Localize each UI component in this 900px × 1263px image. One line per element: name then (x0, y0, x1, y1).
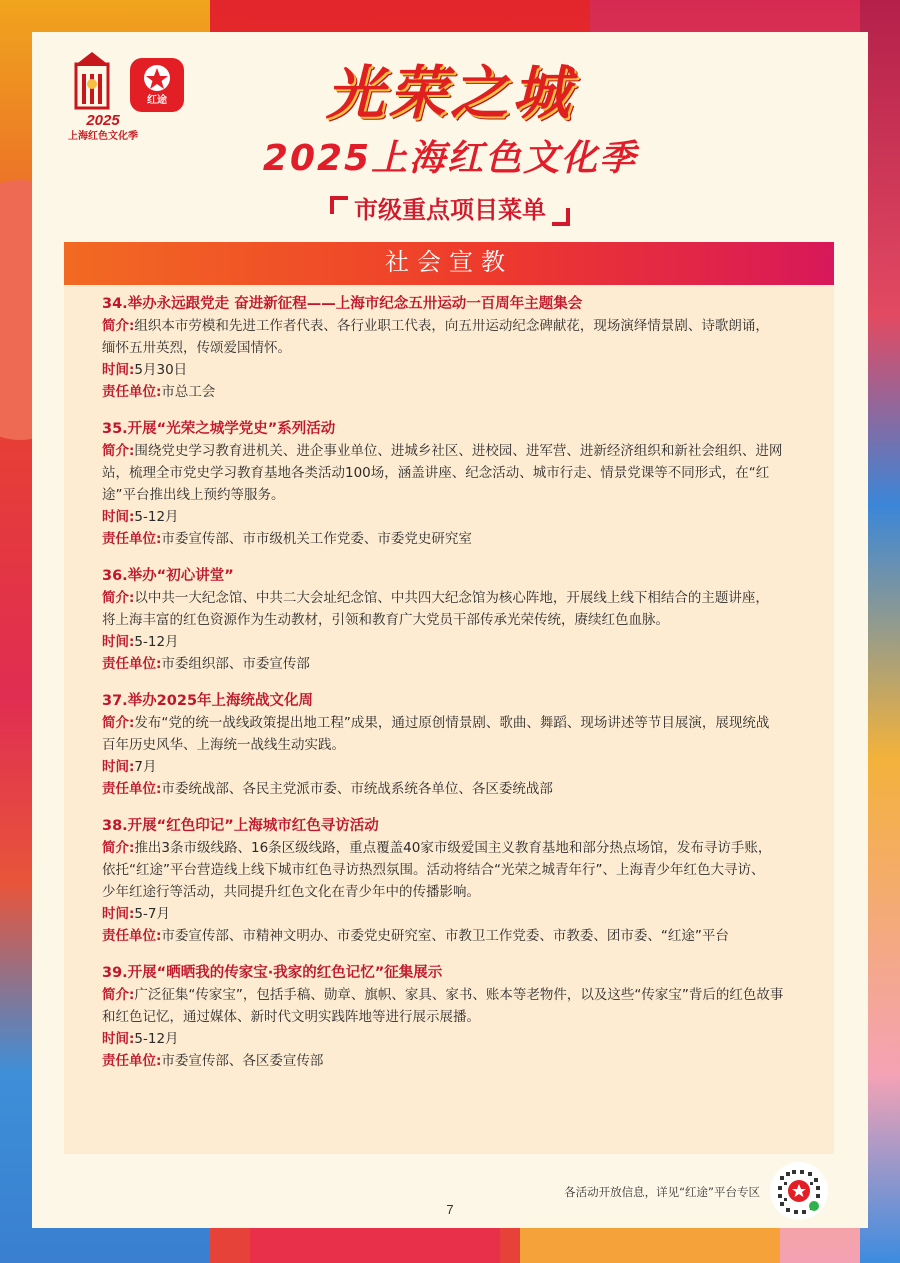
unit-value: 市委宣传部、市市级机关工作党委、市委党史研究室 (161, 531, 472, 547)
section-social-education (64, 242, 834, 1154)
item-intro (102, 587, 802, 609)
page-title: 2025上海红色文化季 (262, 138, 638, 179)
item-unit (102, 653, 802, 675)
time-value: 5-12月 (134, 509, 179, 525)
intro-text: 组织本市劳模和先进工作者代表、各行业职工代表，向五卅运动纪念碑献花，现场演绎情景剧、诗歌朗诵， (134, 318, 769, 334)
item-intro (102, 984, 802, 1006)
time-label: 时间: (102, 906, 135, 922)
footer-note: 各活动开放信息，详见“红途”平台专区 (564, 1185, 760, 1199)
intro-text: 推出3条市级线路、16条区级线路，重点覆盖40家市级爱国主义教育基地和部分热点场馆，发布寻访手账， (134, 840, 772, 856)
content-panel (32, 32, 868, 1228)
item-intro-continued: 将上海丰富的红色资源作为生动教材，引领和教育广大党员干部传承光荣传统，赓续红色血脉。 (102, 612, 669, 628)
unit-value: 市总工会 (161, 384, 216, 400)
item-intro-continued: 依托“红途”平台营造线上线下城市红色寻访热烈氛围。活动将结合“光荣之城青年行”、上海青少年红色大寻访、 (102, 862, 765, 878)
item-intro-continued: 少年红途行等活动，共同提升红色文化在青少年中的传播影响。 (102, 884, 480, 900)
time-label: 时间: (102, 362, 135, 378)
list-item (102, 418, 802, 550)
item-intro (102, 440, 802, 462)
item-title: 38.开展“红色印记”上海城市红色寻访活动 (102, 818, 379, 834)
list-item (102, 565, 802, 675)
item-intro-continued: 站，梳理全市党史学习教育基地各类活动100场，涵盖讲座、纪念活动、城市行走、情景党课等不同形式，在“红 (102, 465, 770, 481)
list-item (102, 962, 802, 1072)
item-intro-continued: 缅怀五卅英烈，传颂爱国情怀。 (102, 340, 291, 356)
time-value: 5-7月 (134, 906, 170, 922)
unit-value: 市委宣传部、各区委宣传部 (161, 1053, 324, 1069)
intro-text: 以中共一大纪念馆、中共二大会址纪念馆、中共四大纪念馆为核心阵地，开展线上线下相结合的主题讲座， (134, 590, 769, 606)
item-list (64, 285, 834, 1072)
time-label: 时间: (102, 1031, 135, 1047)
logo-year: 2025 (86, 112, 120, 129)
item-intro-continued: 途”平台推出线上预约等服务。 (102, 487, 285, 503)
time-value: 7月 (134, 759, 157, 775)
unit-value: 市委统战部、各民主党派市委、市统战系统各单位、各区委统战部 (161, 781, 553, 797)
item-unit (102, 925, 802, 947)
item-time (102, 756, 802, 778)
time-label: 时间: (102, 759, 135, 775)
item-title: 36.举办“初心讲堂” (102, 568, 234, 584)
item-intro-continued: 和红色记忆，通过媒体、新时代文明实践阵地等进行展示展播。 (102, 1009, 480, 1025)
item-unit (102, 1050, 802, 1072)
item-intro (102, 315, 802, 337)
script-title: 光荣之城 (325, 59, 574, 127)
item-intro (102, 712, 802, 734)
page-number: 7 (446, 1202, 454, 1217)
time-value: 5-12月 (134, 634, 179, 650)
bracket-right-icon (552, 208, 570, 226)
unit-label: 责任单位: (102, 384, 162, 400)
time-label: 时间: (102, 509, 135, 525)
page-subtitle (32, 190, 868, 225)
unit-label: 责任单位: (102, 781, 162, 797)
time-value: 5月30日 (134, 362, 188, 378)
intro-label: 简介: (102, 987, 135, 1003)
intro-text: 广泛征集“传家宝”，包括手稿、勋章、旗帜、家具、家书、账本等老物件，以及这些“传家宝”背后的红色故事 (134, 987, 784, 1003)
item-title: 34.举办永远跟党走 奋进新征程——上海市纪念五卅运动一百周年主题集会 (102, 296, 583, 312)
item-time (102, 903, 802, 925)
item-title: 35.开展“光荣之城学党史”系列活动 (102, 421, 336, 437)
intro-text: 发布“党的统一战线政策提出地工程”成果，通过原创情景剧、歌曲、舞蹈、现场讲述等节目展演，展现统战 (134, 715, 770, 731)
item-time (102, 1028, 802, 1050)
item-title: 39.开展“晒晒我的传家宝·我家的红色记忆”征集展示 (102, 965, 443, 981)
app-icon-label: 红途 (147, 95, 167, 106)
item-time (102, 506, 802, 528)
intro-label: 简介: (102, 840, 135, 856)
item-unit (102, 381, 802, 403)
unit-value: 市委组织部、市委宣传部 (161, 656, 310, 672)
intro-label: 简介: (102, 443, 135, 459)
time-label: 时间: (102, 634, 135, 650)
list-item (102, 293, 802, 403)
intro-label: 简介: (102, 318, 135, 334)
item-intro-continued: 百年历史风华、上海统一战线生动实践。 (102, 737, 345, 753)
unit-label: 责任单位: (102, 656, 162, 672)
bracket-left-icon (330, 196, 348, 214)
list-item (102, 690, 802, 800)
intro-text: 围绕党史学习教育进机关、进企事业单位、进城乡社区、进校园、进军营、进新经济组织和新社会组织、进网 (134, 443, 783, 459)
unit-value: 市委宣传部、市精神文明办、市委党史研究室、市教卫工作党委、市教委、团市委、“红途”平台 (161, 928, 729, 944)
item-unit (102, 528, 802, 550)
intro-label: 简介: (102, 715, 135, 731)
item-time (102, 359, 802, 381)
unit-label: 责任单位: (102, 531, 162, 547)
logo-subtitle: 上海红色文化季 (68, 131, 138, 142)
intro-label: 简介: (102, 590, 135, 606)
item-title: 37.举办2025年上海统战文化周 (102, 693, 314, 709)
item-intro (102, 837, 802, 859)
item-time (102, 631, 802, 653)
section-header: 社会宣教 (64, 242, 834, 285)
item-unit (102, 778, 802, 800)
unit-label: 责任单位: (102, 1053, 162, 1069)
subtitle-text: 市级重点项目菜单 (354, 196, 546, 224)
unit-label: 责任单位: (102, 928, 162, 944)
list-item (102, 815, 802, 947)
time-value: 5-12月 (134, 1031, 179, 1047)
